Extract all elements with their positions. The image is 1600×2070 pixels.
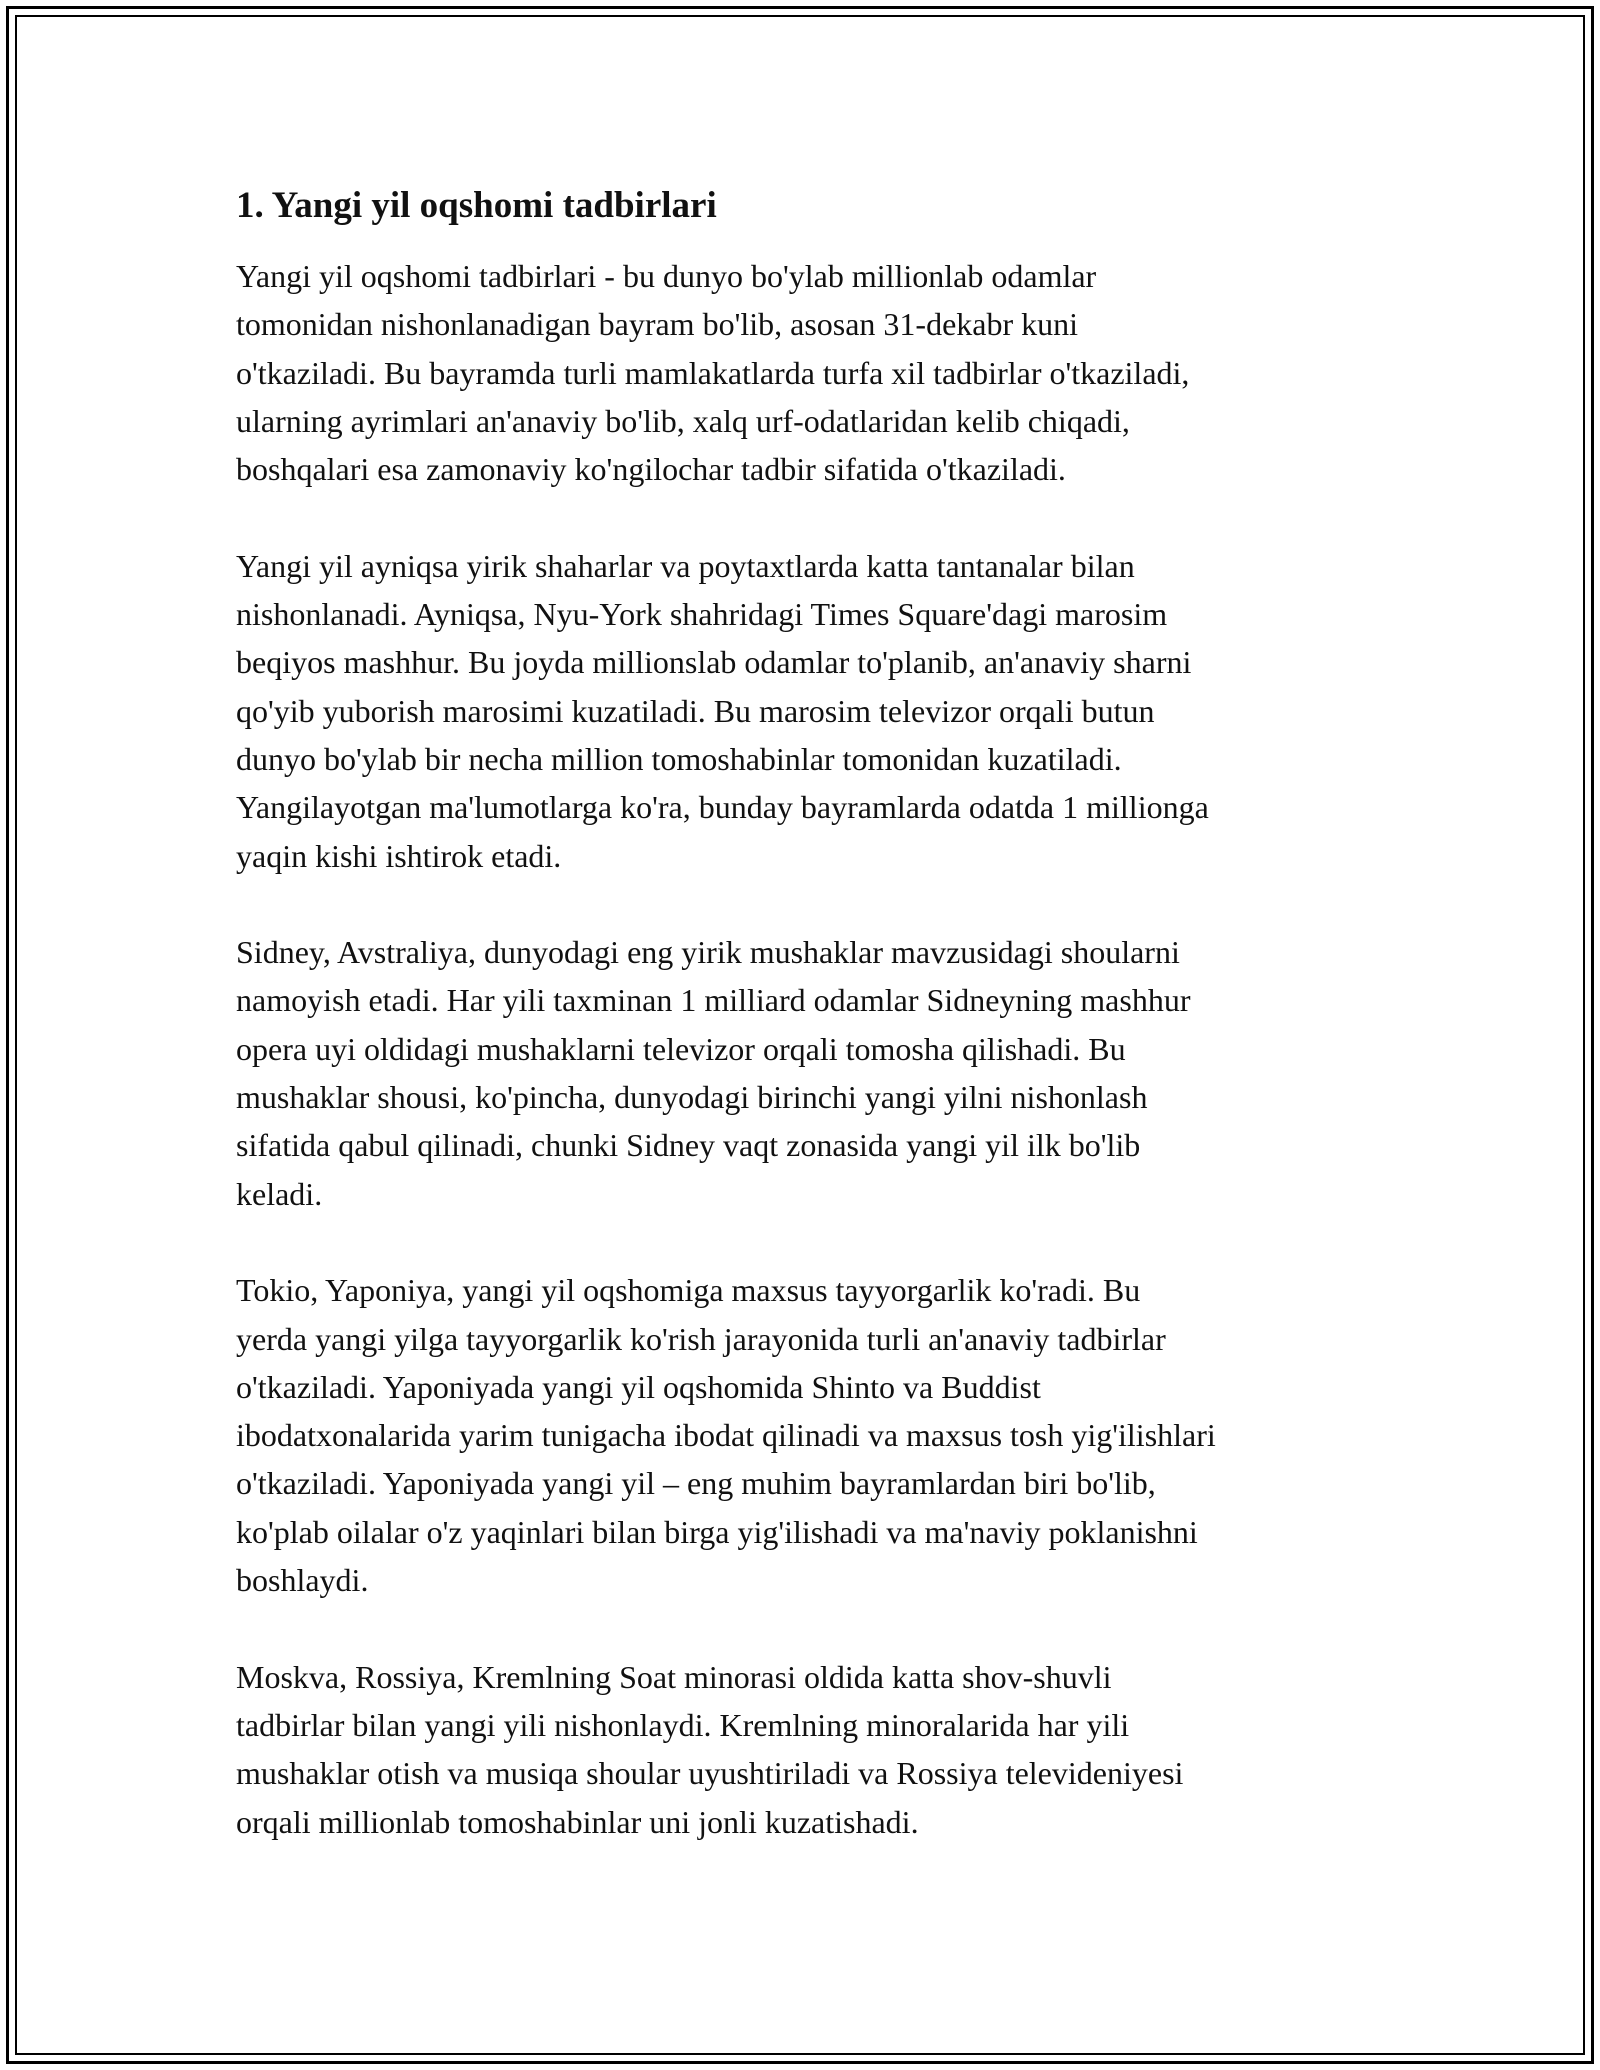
paragraph-tokyo: Tokio, Yaponiya, yangi yil oqshomiga maxsus tayyorgarlik ko'radi. Bu yerda yangi yilga tayyorgarlik ko'rish jarayonida turli an'anaviy tadbirlar o'tkaziladi. Yaponiyada yangi yil oqshomida Shinto va Buddist ibodatxonalarida yarim tunigacha ibodat qilinadi va maxsus tosh yig'ilishlari o'tkaziladi. Yaponiyada yangi yil – eng muhim bayramlardan biri bo'lib, ko'plab oilalar o'z yaqinlari bilan birga yig'ilishadi va ma'naviy poklanishni boshlaydi.	[236, 1272, 1216, 1599]
document-body	[236, 180, 1366, 1894]
paragraph-intro: Yangi yil oqshomi tadbirlari - bu dunyo bo'ylab millionlab odamlar tomonidan nishonlanadigan bayram bo'lib, asosan 31-dekabr kuni o'tkaziladi. Bu bayramda turli mamlakatlarda turfa xil tadbirlar o'tkaziladi, ularning ayrimlari an'anaviy bo'lib, xalq urf-odatlaridan kelib chiqadi, boshqalari esa zamonaviy ko'ngilochar tadbir sifatida o'tkaziladi.	[236, 258, 1190, 488]
section-heading: 1. Yangi yil oqshomi tadbirlari	[236, 185, 717, 226]
paragraph-moscow: Moskva, Rossiya, Kremlning Soat minorasi oldida katta shov-shuvli tadbirlar bilan yangi yili nishonlaydi. Kremlning minoralarida har yili mushaklar otish va musiqa shoular uyushtiriladi va Rossiya televideniyesi orqali millionlab tomoshabinlar uni jonli kuzatishadi.	[236, 1658, 1184, 1840]
paragraph-sydney: Sidney, Avstraliya, dunyodagi eng yirik mushaklar mavzusidagi shoularni namoyish etadi. Har yili taxminan 1 milliard odamlar Sidneyning mashhur opera uyi oldidagi mushaklarni televizor orqali tomosha qilishadi. Bu mushaklar shousi, ko'pincha, dunyodagi birinchi yangi yilni nishonlash sifatida qabul qilinadi, chunki Sidney vaqt zonasida yangi yil ilk bo'lib keladi.	[236, 934, 1191, 1212]
paragraph-new-york: Yangi yil ayniqsa yirik shaharlar va poytaxtlarda katta tantanalar bilan nishonlanadi. Ayniqsa, Nyu-York shahridagi Times Square'dagi marosim beqiyos mashhur. Bu joyda millionslab odamlar to'planib, an'anaviy sharni qo'yib yuborish marosimi kuzatiladi. Bu marosim televizor orqali butun dunyo bo'ylab bir necha million tomoshabinlar tomonidan kuzatiladi. Yangilayotgan ma'lumotlarga ko'ra, bunday bayramlarda odatda 1 millionga yaqin kishi ishtirok etadi.	[236, 547, 1209, 874]
